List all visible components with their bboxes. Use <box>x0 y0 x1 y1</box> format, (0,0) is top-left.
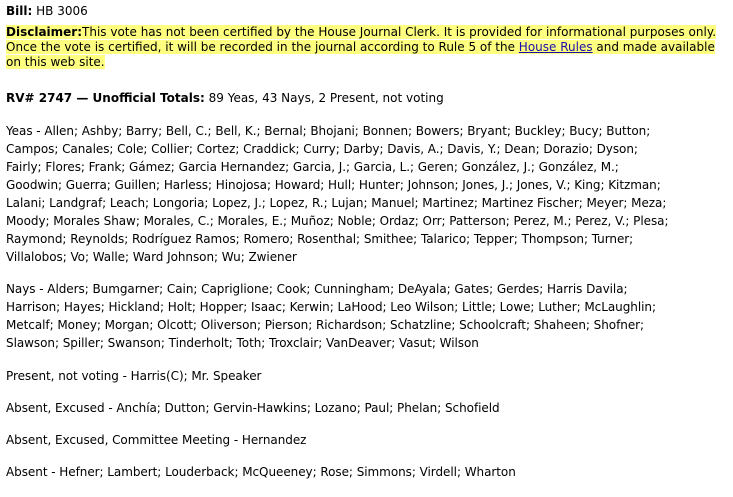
nays-line: Slawson; Spiller; Swanson; Tinderholt; Toth; Troxclair; VanDeaver; Vasut; Wilson <box>6 336 479 350</box>
record-dash: — <box>72 91 93 105</box>
yeas-line: Goodwin; Guerra; Guillen; Harless; Hinojosa; Howard; Hull; Hunter; Johnson; Jones, J.; Jones, V.; King; Kitzman; <box>6 178 661 192</box>
absent-excused: Absent, Excused - Anchía; Dutton; Gervin-Hawkins; Lozano; Paul; Phelan; Schofield <box>6 401 500 415</box>
yeas-line: Yeas - Allen; Ashby; Barry; Bell, C.; Bell, K.; Bernal; Bhojani; Bonnen; Bowers; Bryant; Buckley; Bucy; Button; <box>6 124 651 138</box>
yeas-line: Moody; Morales Shaw; Morales, C.; Morales, E.; Muñoz; Noble; Ordaz; Orr; Patterson; Perez, M.; Perez, V.; Plesa; <box>6 214 669 228</box>
disclaimer-text-before: This vote has not been certified by the House Journal Clerk. It is provided for informational purposes only. Once the vote is certified, it will be recorded in the journal according to Rule 5 of the <box>6 25 717 54</box>
nays-line: Nays - Alders; Bumgarner; Cain; Capriglione; Cook; Cunningham; DeAyala; Gates; Gerdes; Harris Davila; <box>6 282 628 296</box>
yeas-line: Fairly; Flores; Frank; Gámez; Garcia Hernandez; Garcia, J.; Garcia, L.; Geren; González, J.; González, M.; <box>6 160 619 174</box>
present-not-voting: Present, not voting - Harris(C); Mr. Speaker <box>6 369 262 383</box>
yeas-line: Lalani; Landgraf; Leach; Longoria; Lopez, J.; Lopez, R.; Lujan; Manuel; Martinez; Martinez Fischer; Meyer; Meza; <box>6 196 667 210</box>
totals-value: 89 Yeas, 43 Nays, 2 Present, not voting <box>208 91 444 105</box>
disclaimer-text-after: and made available on this web site. <box>6 40 715 69</box>
record-vote-line <box>6 91 444 106</box>
house-rules-link[interactable]: House Rules <box>518 40 593 54</box>
nays-line: Harrison; Hayes; Hickland; Holt; Hopper; Isaac; Kerwin; LaHood; Leo Wilson; Little; Lowe; Luther; McLaughlin; <box>6 300 656 314</box>
disclaimer <box>6 25 718 70</box>
absent: Absent - Hefner; Lambert; Louderback; McQueeney; Rose; Simmons; Virdell; Wharton <box>6 465 516 479</box>
yeas-line: Villalobos; Vo; Walle; Ward Johnson; Wu; Zwiener <box>6 250 297 264</box>
yeas-line: Raymond; Reynolds; Rodríguez Ramos; Romero; Rosenthal; Smithee; Talarico; Tepper; Thompson; Turner; <box>6 232 634 246</box>
yeas-list <box>6 122 728 266</box>
disclaimer-label: Disclaimer: <box>6 25 83 39</box>
nays-line: Metcalf; Money; Morgan; Olcott; Oliverson; Pierson; Richardson; Schatzline; Schoolcraft; Shaheen; Shofner; <box>6 318 645 332</box>
bill-number: HB 3006 <box>36 4 88 18</box>
bill-line <box>6 4 88 19</box>
bill-label: Bill: <box>6 4 33 18</box>
nays-list <box>6 280 728 352</box>
record-vote-number: RV# 2747 <box>6 91 73 105</box>
absent-committee-meeting: Absent, Excused, Committee Meeting - Hernandez <box>6 433 307 447</box>
yeas-line: Campos; Canales; Cole; Collier; Cortez; Craddick; Curry; Darby; Davis, A.; Davis, Y.; Dean; Dorazio; Dyson; <box>6 142 638 156</box>
totals-label: Unofficial Totals: <box>92 91 205 105</box>
